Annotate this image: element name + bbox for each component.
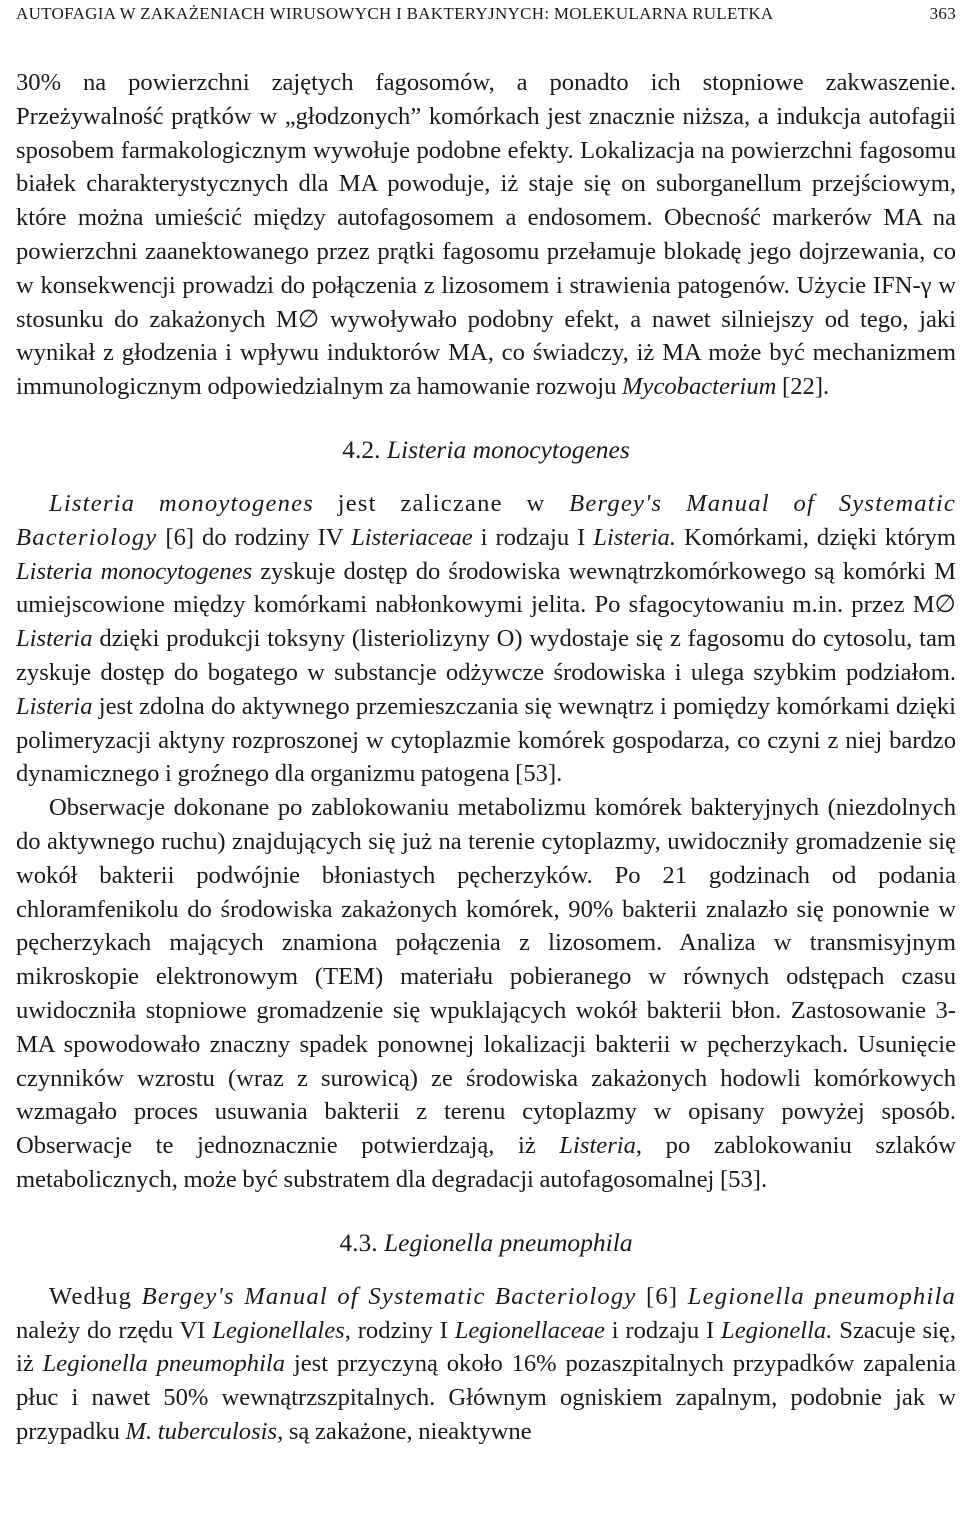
- paragraph-listeria-observations: [16, 791, 956, 1197]
- document-page: [16, 0, 956, 1520]
- text-run: Komórkami, dzięki którym: [675, 523, 956, 551]
- section-number: 4.3.: [339, 1227, 378, 1257]
- text-run: jest przyczyną około 16% pozaszpitalnych przypadków zapalenia płuc i nawet 50% wewnątrzszpitalnych. Głównym ogniskiem zapalnym, podobnie jak w przypadku: [16, 1350, 957, 1445]
- section-heading-listeria: [16, 433, 956, 467]
- italic-run: Listeria: [16, 625, 93, 653]
- italic-run: Listeria monoytogenes: [49, 489, 314, 517]
- section-number: 4.2.: [342, 434, 381, 464]
- text-run: , rodziny I: [344, 1316, 455, 1344]
- page-number: 363: [929, 4, 956, 23]
- section-title: Legionella pneumophila: [384, 1227, 633, 1257]
- italic-run: M. tuberculosis: [125, 1417, 278, 1445]
- article-body: [16, 66, 956, 1449]
- running-header: [16, 4, 956, 24]
- italic-run: Legionellaceae: [454, 1316, 605, 1344]
- italic-run: Legionella pneumophila: [42, 1350, 286, 1378]
- italic-run: Bergey's Manual of Systematic Bacteriology: [141, 1282, 637, 1310]
- paragraph-legionella-taxonomy: [16, 1280, 956, 1449]
- text-run: [22].: [776, 373, 830, 401]
- text-run: jest zaliczane w: [313, 489, 570, 517]
- paragraph-listeria-taxonomy: [16, 487, 956, 791]
- text-run: jest zdolna do aktywnego przemieszczania się wewnątrz i pomiędzy komórkami dzięki polimeryzacji aktyny rozproszonej w cytoplazmie komórek gospodarza, co czyni z niej bardzo dynamicznego i groźnego dla organizmu patogena [53].: [16, 692, 956, 788]
- text-run: [6] do rodziny IV: [157, 523, 352, 551]
- section-title: Listeria monocytogenes: [386, 434, 630, 464]
- text-run: [6]: [636, 1282, 688, 1310]
- italic-run: Bergey's Manual of Systematic Bacteriology: [16, 489, 956, 551]
- italic-run: Listeria: [559, 1132, 636, 1160]
- italic-run: Legionella pneumophila: [687, 1282, 956, 1310]
- italic-run: Listeria monocytogenes: [16, 557, 253, 585]
- text-run: , są zakażone, nieaktywne: [277, 1417, 532, 1445]
- section-heading-legionella: [16, 1226, 956, 1260]
- italic-run: Listeria.: [593, 523, 676, 551]
- paragraph-mycobacterium-autophagy: [16, 66, 956, 404]
- text-run: należy do rzędu VI: [16, 1316, 213, 1344]
- italic-run: Legionella.: [721, 1316, 833, 1344]
- text-run: Obserwacje dokonane po zablokowaniu metabolizmu komórek bakteryjnych (niezdolnych do aktywnego ruchu) znajdujących się już na terenie cytoplazmy, uwidoczniły gromadzenie się wokół bakterii podwójnie błoniastych pęcherzyków. Po 21 godzinach od podania chloramfenikolu do środowiska zakażonych komórek, 90% bakterii znalazło się ponownie w pęcherzykach mających znamiona połączenia z lizosomem. Analiza w transmisyjnym mikroskopie elektronowym (TEM) materiału pobieranego w równych odstępach czasu uwidoczniła stopniowe gromadzenie się wpuklających wokół bakterii błon. Zastosowanie 3-MA spowodowało znaczny spadek ponownej lokalizacji bakterii w pęcherzykach. Usunięcie czynników wzrostu (wraz z surowicą) ze środowiska zakażonych hodowli komórkowych wzmagało proces usuwania bakterii z terenu cytoplazmy w opisany powyżej sposób. Obserwacje te jednoznacznie potwierdzają, iż: [16, 794, 956, 1160]
- text-run: i rodzaju I: [472, 523, 594, 551]
- text-run: zyskuje dostęp do środowiska wewnątrzkomórkowego są komórki M umiejscowione między komórkami nabłonkowymi jelita. Po sfagocytowaniu m.in. przez M∅: [16, 557, 956, 619]
- italic-run: Mycobacterium: [622, 373, 777, 401]
- text-run: 30% na powierzchni zajętych fagosomów, a ponadto ich stopniowe zakwaszenie. Przeżywalność prątków w „głodzonych” komórkach jest znacznie niższa, a indukcja autofagii sposobem farmakologicznym wywołuje podobne efekty. Lokalizacja na powierzchni fagosomu białek charakterystycznych dla MA powoduje, iż staje się on suborganellum przejściowym, które można umieścić między autofagosomem a endosomem. Obecność markerów MA na powierzchni zaanektowanego przez prątki fagosomu przełamuje blokadę jego dojrzewania, co w konsekwencji prowadzi do połączenia z lizosomem i strawienia patogenów. Użycie IFN-γ w stosunku do zakażonych M∅ wywoływało podobny efekt, a nawet silniejszy od tego, jaki wynikał z głodzenia i wpływu induktorów MA, co świadczy, iż MA może być mechanizmem immunologicznym odpowiedzialnym za hamowanie rozwoju: [16, 69, 956, 401]
- text-run: , po zablokowaniu szlaków metabolicznych, może być substratem dla degradacji autofagosomalnej [53].: [16, 1132, 956, 1193]
- italic-run: Listeriaceae: [351, 523, 473, 551]
- text-run: Według: [49, 1282, 142, 1310]
- italic-run: Listeria: [16, 692, 93, 720]
- italic-run: Legionellales: [212, 1316, 345, 1344]
- running-header-title: AUTOFAGIA W ZAKAŻENIACH WIRUSOWYCH I BAKTERYJNYCH: MOLEKULARNA RULETKA: [16, 4, 774, 23]
- text-run: i rodzaju I: [604, 1316, 722, 1344]
- text-run: Szacuje się, iż: [16, 1316, 956, 1378]
- text-run: dzięki produkcji toksyny (listeriolizyny O) wydostaje się z fagosomu do cytosolu, tam zyskuje dostęp do bogatego w substancje odżywcze środowiska i ulega szybkim podziałom.: [16, 625, 956, 686]
